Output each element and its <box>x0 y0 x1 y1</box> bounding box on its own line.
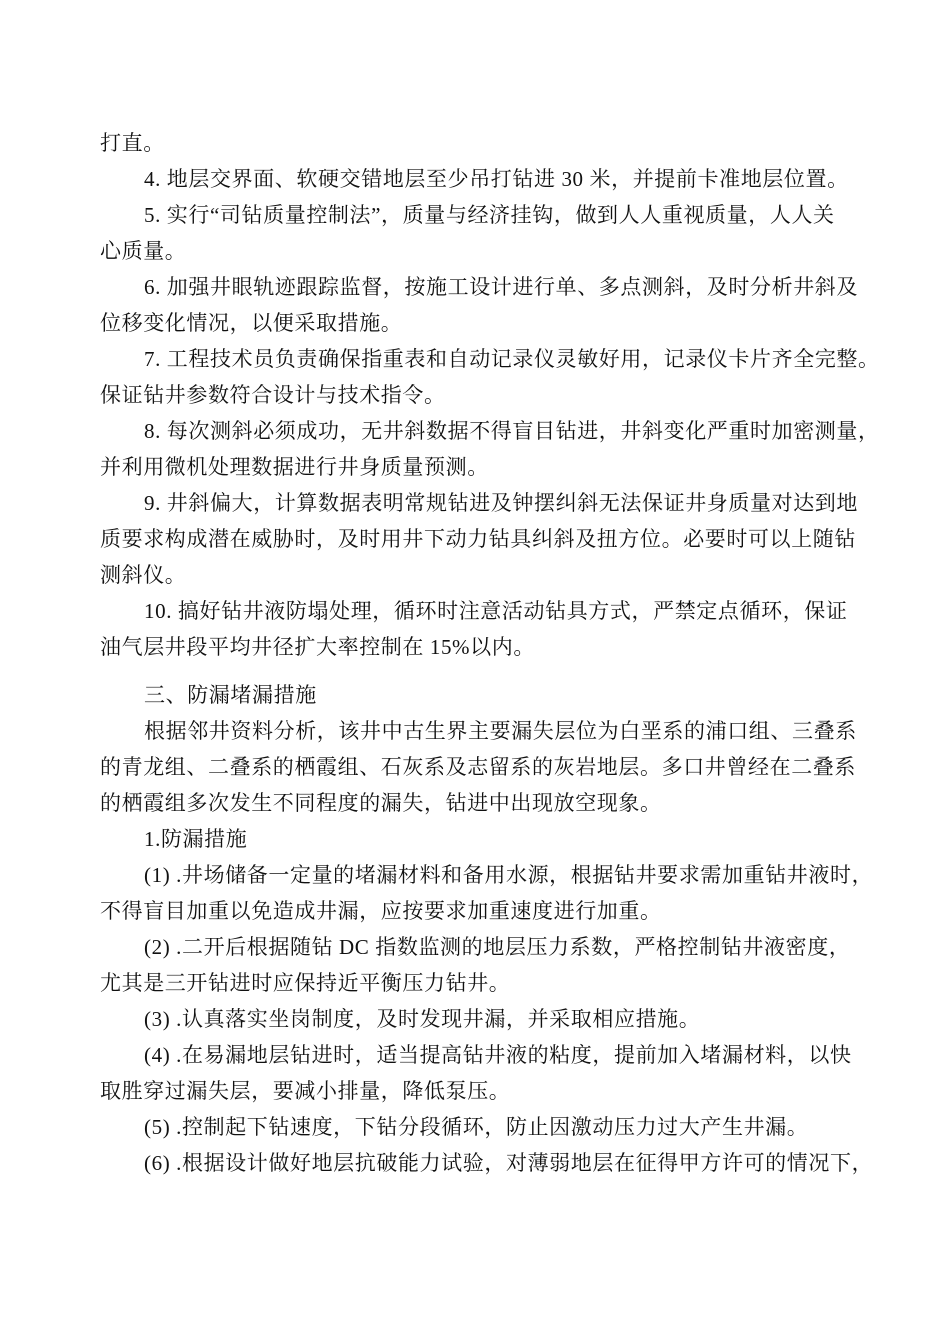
text-line: 取胜穿过漏失层，要减小排量，降低泵压。 <box>100 1079 511 1103</box>
list-item-5: 5. 实行“司钻质量控制法”，质量与经济挂钩，做到人人重视质量，人人关 <box>144 203 835 227</box>
list-item-6: 6. 加强井眼轨迹跟踪监督，按施工设计进行单、多点测斜，及时分析井斜及 <box>144 275 858 299</box>
text-line: 不得盲目加重以免造成井漏，应按要求加重速度进行加重。 <box>100 899 662 923</box>
text-line: 的栖霞组多次发生不同程度的漏失，钻进中出现放空现象。 <box>100 791 662 815</box>
measure-item-5: (5) .控制起下钻速度，下钻分段循环，防止因激动压力过大产生井漏。 <box>144 1115 809 1139</box>
measure-item-3: (3) .认真落实坐岗制度，及时发现井漏，并采取相应措施。 <box>144 1007 701 1031</box>
text-line: 尤其是三开钻进时应保持近平衡压力钻井。 <box>100 971 511 995</box>
list-item-7: 7. 工程技术员负责确保指重表和自动记录仪灵敏好用，记录仪卡片齐全完整。 <box>144 347 880 371</box>
paragraph-line: 根据邻井资料分析，该井中古生界主要漏失层位为白垩系的浦口组、三叠系 <box>144 719 857 743</box>
measure-item-6: (6) .根据设计做好地层抗破能力试验，对薄弱地层在征得甲方许可的情况下， <box>144 1151 874 1175</box>
measure-item-1: (1) .井场储备一定量的堵漏材料和备用水源，根据钻井要求需加重钻井液时， <box>144 863 874 887</box>
text-line: 的青龙组、二叠系的栖霞组、石灰系及志留系的灰岩地层。多口井曾经在二叠系 <box>100 755 856 779</box>
measure-item-2: (2) .二开后根据随钻 DC 指数监测的地层压力系数，严格控制钻井液密度， <box>144 935 851 959</box>
text-line: 质要求构成潜在威胁时，及时用井下动力钻具纠斜及扭方位。必要时可以上随钻 <box>100 527 856 551</box>
list-item-9: 9. 井斜偏大，计算数据表明常规钻进及钟摆纠斜无法保证井身质量对达到地 <box>144 491 858 515</box>
text-line: 测斜仪。 <box>100 563 187 587</box>
list-item-10: 10. 搞好钻井液防塌处理，循环时注意活动钻具方式，严禁定点循环，保证 <box>144 599 848 623</box>
list-item-4: 4. 地层交界面、软硬交错地层至少吊打钻进 30 米，并提前卡准地层位置。 <box>144 167 849 191</box>
text-line: 打直。 <box>100 131 165 155</box>
text-line: 位移变化情况，以便采取措施。 <box>100 311 403 335</box>
text-line: 并利用微机处理数据进行井身质量预测。 <box>100 455 489 479</box>
text-line: 心质量。 <box>100 239 187 263</box>
text-line: 保证钻井参数符合设计与技术指令。 <box>100 383 446 407</box>
text-line: 油气层井段平均井径扩大率控制在 15%以内。 <box>100 635 535 659</box>
section-heading: 三、防漏堵漏措施 <box>144 683 317 707</box>
list-item-8: 8. 每次测斜必须成功，无井斜数据不得盲目钻进，井斜变化严重时加密测量， <box>144 419 880 443</box>
measure-item-4: (4) .在易漏地层钻进时，适当提高钻井液的粘度，提前加入堵漏材料，以快 <box>144 1043 852 1067</box>
subsection-heading: 1.防漏措施 <box>144 827 248 851</box>
